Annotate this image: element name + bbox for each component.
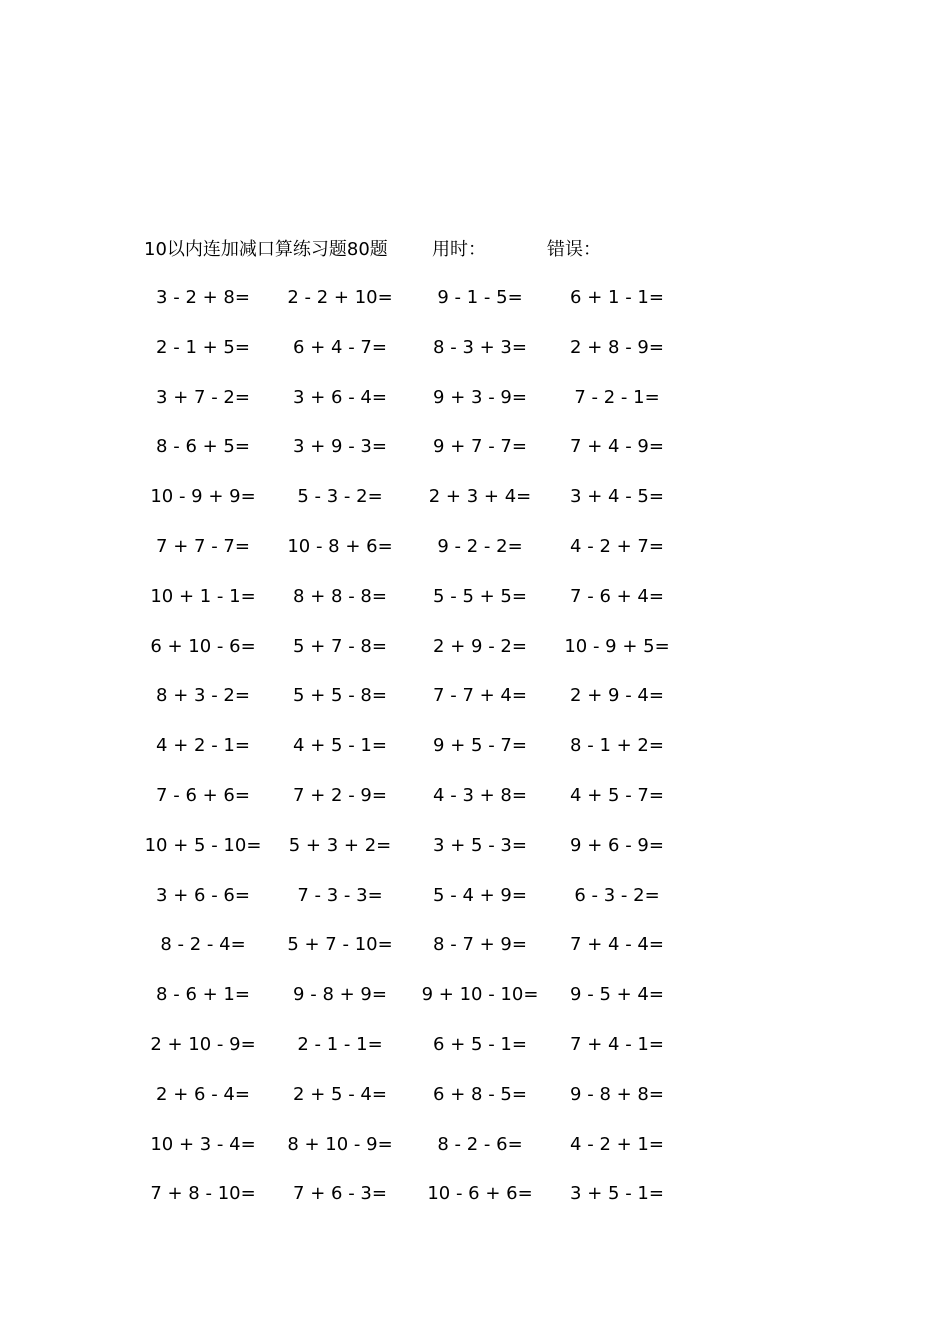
arithmetic-problem: 9 + 3 - 9= <box>433 386 527 408</box>
problem-row <box>0 782 950 832</box>
arithmetic-problem: 6 - 3 - 2= <box>574 884 660 906</box>
arithmetic-problem: 3 + 4 - 5= <box>570 486 664 508</box>
arithmetic-problem: 10 + 3 - 4= <box>150 1133 256 1155</box>
arithmetic-problem: 3 + 6 - 4= <box>293 386 387 408</box>
problem-row <box>0 433 950 483</box>
problem-row <box>0 533 950 583</box>
arithmetic-problem: 2 + 9 - 2= <box>433 635 527 657</box>
problem-row <box>0 483 950 533</box>
arithmetic-problem: 2 + 10 - 9= <box>150 1033 256 1055</box>
arithmetic-problem: 10 + 5 - 10= <box>144 834 262 856</box>
arithmetic-problem: 7 + 7 - 7= <box>156 535 250 557</box>
arithmetic-problem: 8 - 2 - 4= <box>160 934 246 956</box>
arithmetic-problem: 4 - 2 + 1= <box>570 1133 664 1155</box>
arithmetic-problem: 7 + 8 - 10= <box>150 1183 256 1205</box>
arithmetic-problem: 9 - 1 - 5= <box>437 287 523 308</box>
arithmetic-problem: 4 + 5 - 7= <box>570 784 664 806</box>
time-used-label: 用时： <box>432 239 486 260</box>
problem-row <box>0 1180 950 1230</box>
arithmetic-problem: 7 - 6 + 4= <box>570 585 664 607</box>
arithmetic-problem: 9 - 2 - 2= <box>437 535 523 557</box>
arithmetic-problem: 3 + 6 - 6= <box>156 884 250 906</box>
arithmetic-problem: 7 + 4 - 9= <box>570 436 664 458</box>
arithmetic-problem: 3 - 2 + 8= <box>156 287 250 308</box>
arithmetic-problem: 5 - 5 + 5= <box>433 585 527 607</box>
arithmetic-problem: 6 + 10 - 6= <box>150 635 256 657</box>
arithmetic-problem: 7 - 6 + 6= <box>156 784 250 806</box>
arithmetic-problem: 5 + 7 - 8= <box>293 635 387 657</box>
arithmetic-problem: 4 + 5 - 1= <box>293 735 387 757</box>
arithmetic-problem: 10 - 8 + 6= <box>287 535 393 557</box>
arithmetic-problem: 2 + 9 - 4= <box>570 685 664 707</box>
arithmetic-problem: 7 - 3 - 3= <box>297 884 383 906</box>
arithmetic-problem: 5 + 3 + 2= <box>288 834 392 856</box>
arithmetic-problem: 7 - 7 + 4= <box>433 685 527 707</box>
problem-row <box>0 384 950 434</box>
arithmetic-problem: 8 - 6 + 1= <box>156 984 250 1006</box>
problem-row <box>0 334 950 384</box>
arithmetic-problem: 3 + 5 - 3= <box>433 834 527 856</box>
arithmetic-problem: 2 - 2 + 10= <box>287 287 393 308</box>
arithmetic-problem: 5 - 4 + 9= <box>433 884 527 906</box>
arithmetic-problem: 6 + 5 - 1= <box>433 1033 527 1055</box>
arithmetic-problem: 2 + 6 - 4= <box>156 1083 250 1105</box>
arithmetic-problem: 9 + 6 - 9= <box>570 834 664 856</box>
arithmetic-problem: 5 + 5 - 8= <box>293 685 387 707</box>
problem-row <box>0 882 950 932</box>
arithmetic-problem: 4 - 3 + 8= <box>433 784 527 806</box>
arithmetic-problem: 3 + 5 - 1= <box>570 1183 664 1205</box>
problem-row <box>0 981 950 1031</box>
worksheet-title: 10以内连加减口算练习题80题 <box>144 239 388 260</box>
arithmetic-problem: 3 + 7 - 2= <box>156 386 250 408</box>
arithmetic-problem: 9 - 8 + 9= <box>293 984 387 1006</box>
error-count-label: 错误： <box>547 239 601 260</box>
arithmetic-problem: 2 + 8 - 9= <box>570 336 664 358</box>
arithmetic-problem: 8 - 7 + 9= <box>433 934 527 956</box>
arithmetic-problem: 9 + 7 - 7= <box>433 436 527 458</box>
arithmetic-problem: 8 - 3 + 3= <box>433 336 527 358</box>
arithmetic-problem: 2 - 1 - 1= <box>297 1033 383 1055</box>
arithmetic-problem: 9 + 10 - 10= <box>421 984 539 1006</box>
arithmetic-problem: 6 + 4 - 7= <box>293 336 387 358</box>
worksheet-header <box>0 236 950 264</box>
arithmetic-problem: 7 + 4 - 1= <box>570 1033 664 1055</box>
problem-row <box>0 284 950 334</box>
arithmetic-problem: 8 + 10 - 9= <box>287 1133 393 1155</box>
arithmetic-problem: 7 - 2 - 1= <box>574 386 660 408</box>
problem-row <box>0 931 950 981</box>
arithmetic-problem: 10 - 9 + 5= <box>564 635 670 657</box>
arithmetic-problem: 4 + 2 - 1= <box>156 735 250 757</box>
problem-row <box>0 1031 950 1081</box>
arithmetic-problem: 9 + 5 - 7= <box>433 735 527 757</box>
arithmetic-problem: 7 + 6 - 3= <box>293 1183 387 1205</box>
arithmetic-problem: 5 + 7 - 10= <box>287 934 393 956</box>
arithmetic-problem: 6 + 1 - 1= <box>570 287 664 308</box>
arithmetic-problem: 10 - 6 + 6= <box>427 1183 533 1205</box>
arithmetic-problem: 7 + 4 - 4= <box>570 934 664 956</box>
arithmetic-problem: 3 + 9 - 3= <box>293 436 387 458</box>
arithmetic-problem: 8 + 8 - 8= <box>293 585 387 607</box>
problem-row <box>0 682 950 732</box>
arithmetic-problem: 10 + 1 - 1= <box>150 585 256 607</box>
arithmetic-problem: 8 + 3 - 2= <box>156 685 250 707</box>
arithmetic-problem: 8 - 2 - 6= <box>437 1133 523 1155</box>
problem-grid <box>0 284 950 1230</box>
arithmetic-problem: 9 - 8 + 8= <box>570 1083 664 1105</box>
problem-row <box>0 633 950 683</box>
problem-row <box>0 1131 950 1181</box>
problem-row <box>0 583 950 633</box>
problem-row <box>0 832 950 882</box>
arithmetic-problem: 5 - 3 - 2= <box>297 486 383 508</box>
arithmetic-problem: 6 + 8 - 5= <box>433 1083 527 1105</box>
arithmetic-problem: 2 + 3 + 4= <box>428 486 532 508</box>
problem-row <box>0 732 950 782</box>
arithmetic-problem: 8 - 6 + 5= <box>156 436 250 458</box>
arithmetic-problem: 4 - 2 + 7= <box>570 535 664 557</box>
arithmetic-problem: 7 + 2 - 9= <box>293 784 387 806</box>
arithmetic-problem: 2 - 1 + 5= <box>156 336 250 358</box>
problem-row <box>0 1081 950 1131</box>
arithmetic-problem: 10 - 9 + 9= <box>150 486 256 508</box>
arithmetic-problem: 8 - 1 + 2= <box>570 735 664 757</box>
arithmetic-problem: 2 + 5 - 4= <box>293 1083 387 1105</box>
arithmetic-problem: 9 - 5 + 4= <box>570 984 664 1006</box>
